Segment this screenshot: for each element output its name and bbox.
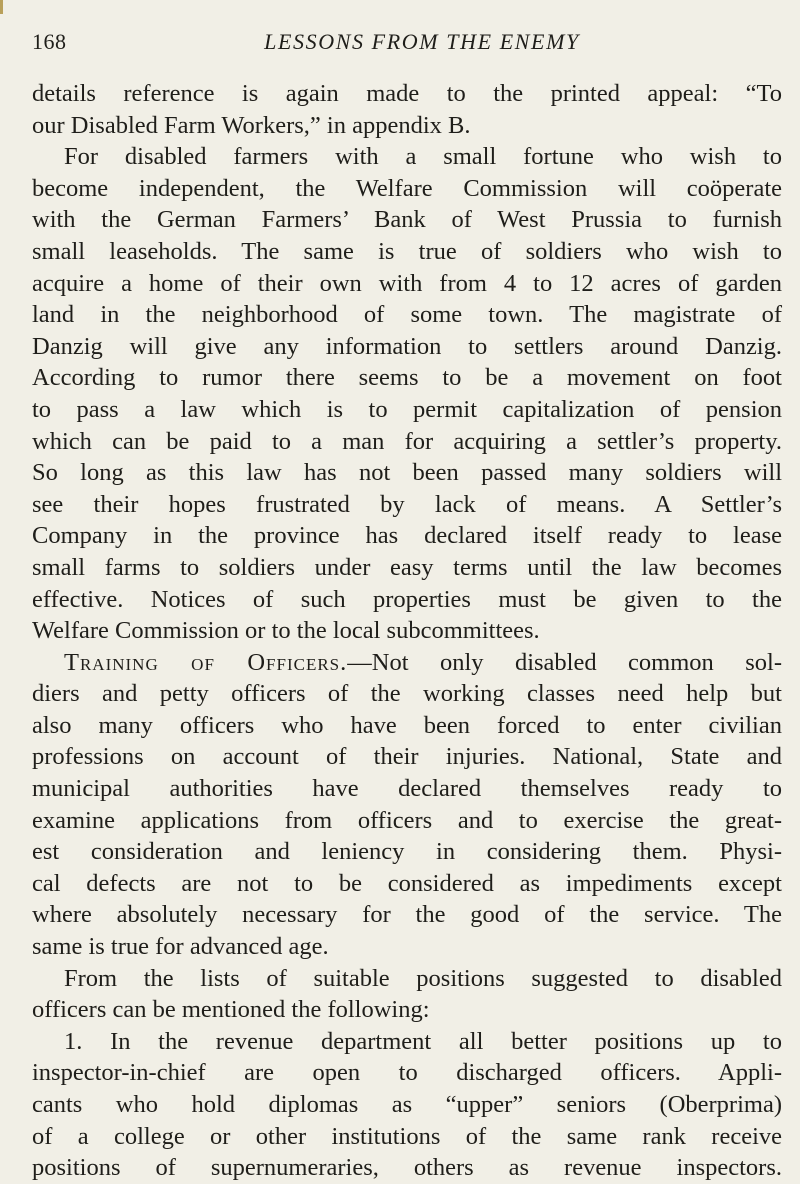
text-line: which can be paid to a man for acquiring a settler’s property. <box>32 427 782 455</box>
text-line <box>32 647 782 679</box>
running-head: LESSONS FROM THE ENEMY <box>264 29 580 54</box>
text-line: same is true for advanced age. <box>32 933 329 961</box>
text-line: municipal authorities have declared themselves ready to <box>32 775 782 803</box>
text-line: small leaseholds. The same is true of soldiers who wish to <box>32 237 782 265</box>
text-line: Company in the province has declared itself ready to lease <box>32 522 782 550</box>
text-line: examine applications from officers and to exercise the great- <box>32 806 782 834</box>
text-line: small farms to soldiers under easy terms until the law becomes <box>32 553 782 581</box>
text-line: For disabled farmers with a small fortune who wish to <box>64 143 782 171</box>
text-line: with the German Farmers’ Bank of West Prussia to furnish <box>32 206 782 234</box>
text-line: inspector-in-chief are open to discharged officers. Appli- <box>32 1059 782 1087</box>
text-line: also many officers who have been forced to enter civilian <box>32 711 782 739</box>
text-line: effective. Notices of such properties must be given to the <box>32 585 782 613</box>
page-header <box>32 29 782 59</box>
page-edge-mark <box>0 0 3 14</box>
text-line: From the lists of suitable positions suggested to disabled <box>64 964 782 992</box>
body-text <box>32 78 782 1184</box>
text-line: So long as this law has not been passed many soldiers will <box>32 459 782 487</box>
text-line: become independent, the Welfare Commission will coöperate <box>32 174 782 202</box>
text-line: to pass a law which is to permit capitalization of pension <box>32 395 782 423</box>
text-line: cal defects are not to be considered as impediments except <box>32 869 782 897</box>
text-line: According to rumor there seems to be a movement on foot <box>32 364 782 392</box>
text-line: details reference is again made to the printed appeal: “To <box>32 80 782 107</box>
text-line: where absolutely necessary for the good of the service. The <box>32 901 782 929</box>
text-line: of a college or other institutions of the same rank receive <box>32 1122 782 1150</box>
page-number: 168 <box>32 29 67 54</box>
section-heading: Training of Officers. <box>64 648 348 676</box>
text-line: Danzig will give any information to settlers around Danzig. <box>32 332 782 360</box>
text-line: est consideration and leniency in considering them. Physi- <box>32 838 782 866</box>
text-line: our Disabled Farm Workers,” in appendix B. <box>32 111 471 139</box>
text-line: officers can be mentioned the following: <box>32 996 430 1024</box>
text-line: see their hopes frustrated by lack of means. A Settler’s <box>32 490 782 518</box>
text-line: land in the neighborhood of some town. The magistrate of <box>32 301 782 329</box>
text-line: professions on account of their injuries. National, State and <box>32 743 782 771</box>
text-line-continuation: —Not only disabled common sol- <box>347 648 782 676</box>
text-line: positions of supernumeraries, others as revenue inspectors. <box>32 1154 782 1182</box>
text-line: 1. In the revenue department all better positions up to <box>64 1027 782 1055</box>
text-line: Welfare Commission or to the local subcommittees. <box>32 617 540 645</box>
text-line: acquire a home of their own with from 4 to 12 acres of garden <box>32 269 782 297</box>
text-line: cants who hold diplomas as “upper” seniors (Oberprima) <box>32 1091 782 1118</box>
text-line: diers and petty officers of the working classes need help but <box>32 680 782 708</box>
